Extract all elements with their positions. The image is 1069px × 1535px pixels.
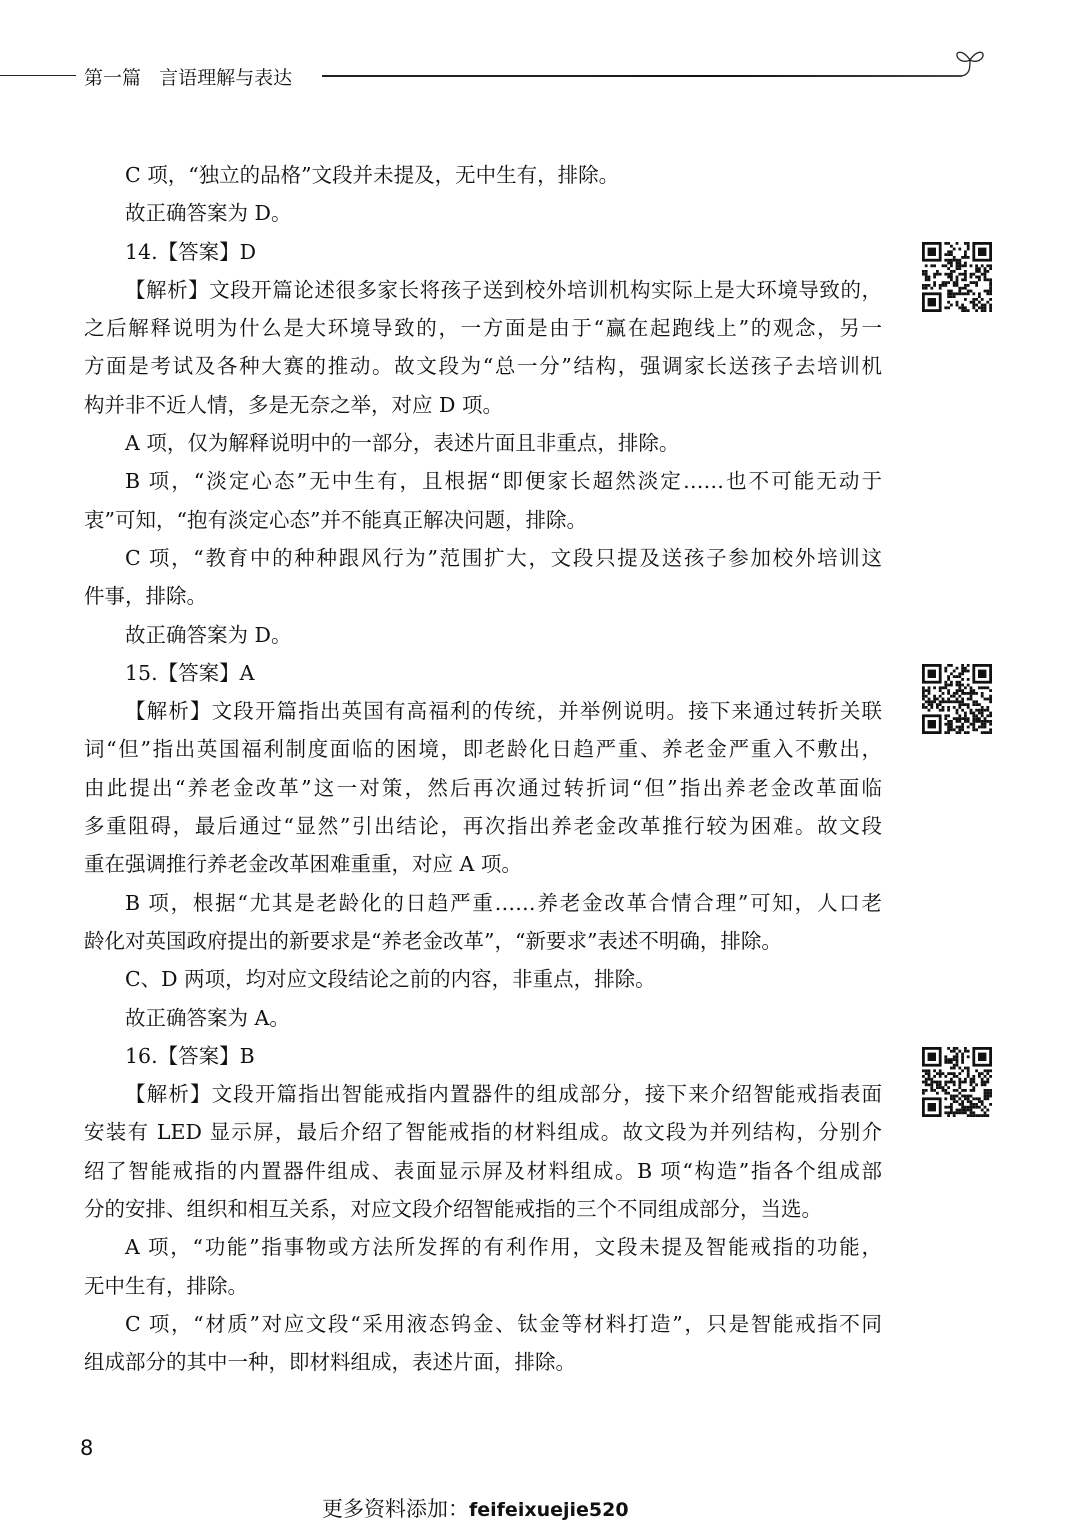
qr-code-icon (922, 664, 992, 734)
text-line: C 项，“教育中的种种跟风行为”范围扩大，文段只提及送孩子参加校外培训这 (125, 545, 882, 570)
text-line: 【解析】文段开篇指出英国有高福利的传统，并举例说明。接下来通过转折关联 (125, 699, 882, 724)
running-header (84, 63, 292, 90)
text-line: 故正确答案为 D。 (125, 201, 292, 226)
header-rule-right (322, 75, 962, 77)
text-line: 方面是考试及各种大赛的推动。故文段为“总一分”结构，强调家长送孩子去培训机 (84, 354, 882, 379)
text-line: 无中生有，排除。 (84, 1273, 248, 1298)
text-line: C 项，“独立的品格”文段并未提及，无中生有，排除。 (125, 163, 620, 187)
text-line: 龄化对英国政府提出的新要求是“养老金改革”，“新要求”表述不明确，排除。 (84, 928, 782, 953)
text-line: A 项，“功能”指事物或方法所发挥的有利作用，文段未提及智能戒指的功能， (125, 1235, 882, 1260)
text-line: B 项，“淡定心态”无中生有，且根据“即便家长超然淡定……也不可能无动于 (125, 469, 882, 494)
text-line: 分的安排、组织和相互关系，对应文段介绍智能戒指的三个不同组成部分，当选。 (84, 1197, 822, 1222)
text-line: 故正确答案为 A。 (125, 1005, 290, 1030)
text-line: A 项，仅为解释说明中的一部分，表述片面且非重点，排除。 (125, 431, 680, 456)
text-line: B 项，根据“尤其是老龄化的日趋严重……养老金改革合情合理”可知，人口老 (125, 890, 882, 915)
text-line: 安装有 LED 显示屏，最后介绍了智能戒指的材料组成。故文段为并列结构，分别介 (84, 1120, 882, 1145)
text-line: 衷”可知，“抱有淡定心态”并不能真正解决问题，排除。 (84, 507, 587, 532)
text-line: 组成部分的其中一种，即材料组成，表述片面，排除。 (84, 1350, 576, 1375)
text-line: 15.【答案】A (125, 660, 255, 685)
watermark-label: 更多资料添加： (322, 1497, 469, 1521)
text-line: 件事，排除。 (84, 584, 207, 609)
text-line: 多重阻碍，最后通过“显然”引出结论，再次指出养老金改革推行较为困难。故文段 (84, 814, 882, 839)
header-rule-left (0, 75, 76, 76)
text-line: 构并非不近人情，多是无奈之举，对应 D 项。 (84, 392, 503, 417)
header-part: 第一篇 (84, 67, 142, 89)
text-line: 故正确答案为 D。 (125, 622, 292, 647)
watermark (322, 1493, 629, 1523)
header-title: 言语理解与表达 (159, 67, 293, 89)
text-line: 【解析】文段开篇论述很多家长将孩子送到校外培训机构实际上是大环境导致的， (125, 277, 882, 302)
text-line: 重在强调推行养老金改革困难重重，对应 A 项。 (84, 852, 522, 877)
text-line: C、D 两项，均对应文段结论之前的内容，非重点，排除。 (125, 967, 656, 992)
text-line: 【解析】文段开篇指出智能戒指内置器件的组成部分，接下来介绍智能戒指表面 (125, 1082, 882, 1107)
page-number: 8 (80, 1436, 94, 1460)
text-line: C 项，“材质”对应文段“采用液态钨金、钛金等材料打造”，只是智能戒指不同 (125, 1311, 882, 1336)
qr-code-icon (922, 1047, 992, 1117)
text-line: 之后解释说明为什么是大环境导致的，一方面是由于“赢在起跑线上”的观念，另一 (84, 316, 882, 341)
text-line: 16.【答案】B (125, 1043, 255, 1068)
text-line: 14.【答案】D (125, 239, 257, 264)
qr-code-icon (922, 242, 992, 312)
sprout-icon (950, 42, 990, 82)
text-line: 词“但”指出英国福利制度面临的困境，即老龄化日趋严重、养老金严重入不敷出， (84, 737, 882, 762)
answer-explanations (84, 160, 882, 1386)
watermark-id: feifeixuejie520 (469, 1499, 629, 1521)
text-line: 由此提出“养老金改革”这一对策，然后再次通过转折词“但”指出养老金改革面临 (84, 775, 882, 800)
text-line: 绍了智能戒指的内置器件组成、表面显示屏及材料组成。B 项“构造”指各个组成部 (84, 1158, 882, 1183)
